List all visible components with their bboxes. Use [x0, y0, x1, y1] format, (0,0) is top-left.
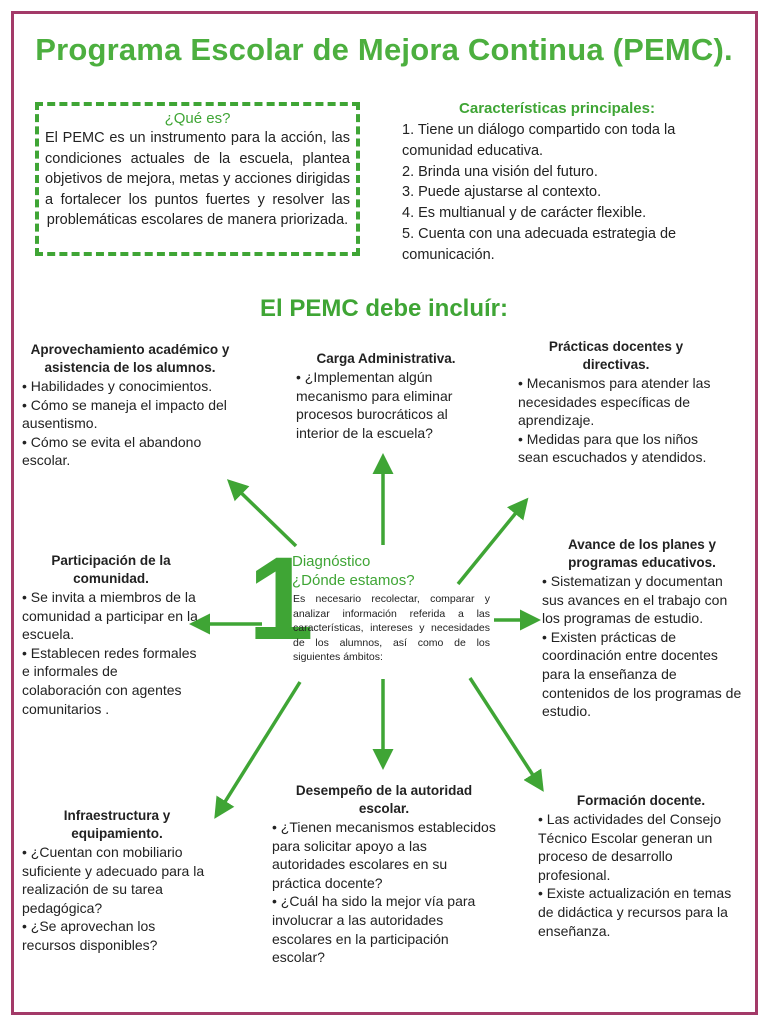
ambito-title: Desempeño de la autoridad escolar. — [295, 783, 473, 816]
ambito-item: • Las actividades del Consejo Técnico Escolar generan un proceso de desarrollo profesional. — [538, 811, 722, 883]
ambito-item: • ¿Se aprovechan los recursos disponibles? — [22, 918, 158, 953]
ambito-title: Avance de los planes y programas educativos. — [567, 537, 717, 570]
ambito-item: • Existe actualización en temas de didáctica y recursos para la enseñanza. — [538, 885, 732, 939]
ambito-item: • Habilidades y conocimientos. — [22, 378, 213, 394]
ambito-title: Carga Administrativa. — [316, 351, 456, 366]
caracteristica-item: 2. Brinda una visión del futuro. — [402, 163, 598, 180]
ambito-item: • Cómo se evita el abandono escolar. — [22, 433, 202, 469]
ambito-title: Aprovechamiento académico y asistencia de los alumnos. — [30, 342, 230, 375]
ambito-item: • Cómo se maneja el impacto del ausentismo. — [22, 396, 227, 432]
ambito-item: • Sistematizan y documentan sus avances en el trabajo con los programas de estudio. — [542, 573, 728, 627]
caracteristica-item: 1. Tiene un diálogo compartido con toda la comunidad educativa. — [402, 122, 676, 159]
caracteristica-item: 3. Puede ajustarse al contexto. — [402, 184, 602, 201]
ambito-carga — [296, 350, 476, 442]
caracteristica-item: 5. Cuenta con una adecuada estrategia de comunicación. — [402, 225, 677, 263]
incluir-title: El PEMC debe incluír: — [259, 295, 509, 322]
diagnostico-title-line2: ¿Dónde estamos? — [292, 572, 415, 589]
ambito-item: • Se invita a miembros de la comunidad a participar en la escuela. — [22, 589, 198, 643]
ambito-item: • Existen prácticas de coordinación entre docentes para la enseñanza de contenidos de los programas de estudio. — [542, 628, 742, 720]
diagnostico-text: Es necesario recolectar, comparar y analizar información referida a las características, intereses y necesidades de los alumnos, así como de los siguientes ámbitos: — [293, 593, 490, 663]
ambito-title: Participación de la comunidad. — [51, 553, 171, 586]
que-es-box — [35, 102, 360, 256]
que-es-text: El PEMC es un instrumento para la acción, las condiciones actuales de la escuela, plantea objetivos de mejora, metas y acciones dirigidas a fortalecer los puntos fuertes y resolver las problemáticas escolares de manera priorizada. — [45, 130, 350, 228]
diagnostico-title — [292, 552, 415, 590]
ambito-item: • Establecen redes formales e informales de colaboración con agentes comunitarios . — [22, 644, 197, 717]
ambito-item: • ¿Cuentan con mobiliario suficiente y adecuado para la realización de su tarea pedagógica? — [22, 844, 205, 916]
ambito-item: • ¿Cuál ha sido la mejor vía para involucrar a las autoridades escolares en la participación escolar? — [272, 893, 476, 966]
caracteristicas-list — [402, 120, 722, 266]
ambito-item: • ¿Implementan algún mecanismo para eliminar procesos burocráticos al interior de la escuela? — [296, 369, 453, 441]
ambito-desempeno — [272, 782, 496, 967]
ambito-infraestructura — [22, 807, 212, 955]
ambito-title: Infraestructura y equipamiento. — [63, 808, 171, 841]
ambito-item: • Medidas para que los niños sean escuchados y atendidos. — [518, 430, 707, 466]
ambito-practicas — [518, 338, 714, 467]
ambito-title: Formación docente. — [576, 793, 706, 808]
ambito-aprovechamiento — [22, 341, 238, 470]
diagnostico-number: 1 — [248, 533, 314, 665]
ambito-avance — [542, 536, 742, 721]
ambito-formacion — [538, 792, 744, 940]
caracteristica-item: 4. Es multianual y de carácter flexible. — [402, 205, 647, 222]
caracteristicas-title: Características principales: — [459, 100, 655, 117]
ambito-item: • Mecanismos para atender las necesidades específicas de aprendizaje. — [518, 375, 711, 429]
ambito-item: • ¿Tienen mecanismos establecidos para solicitar apoyo a las autoridades escolares en su práctica docente? — [272, 819, 496, 891]
ambito-participacion — [22, 552, 200, 718]
page-title: Programa Escolar de Mejora Continua (PEMC). — [35, 32, 733, 67]
diagnostico-title-line1: Diagnóstico — [292, 553, 371, 570]
ambito-title: Prácticas docentes y directivas. — [548, 339, 684, 372]
que-es-title: ¿Qué es? — [164, 110, 231, 127]
